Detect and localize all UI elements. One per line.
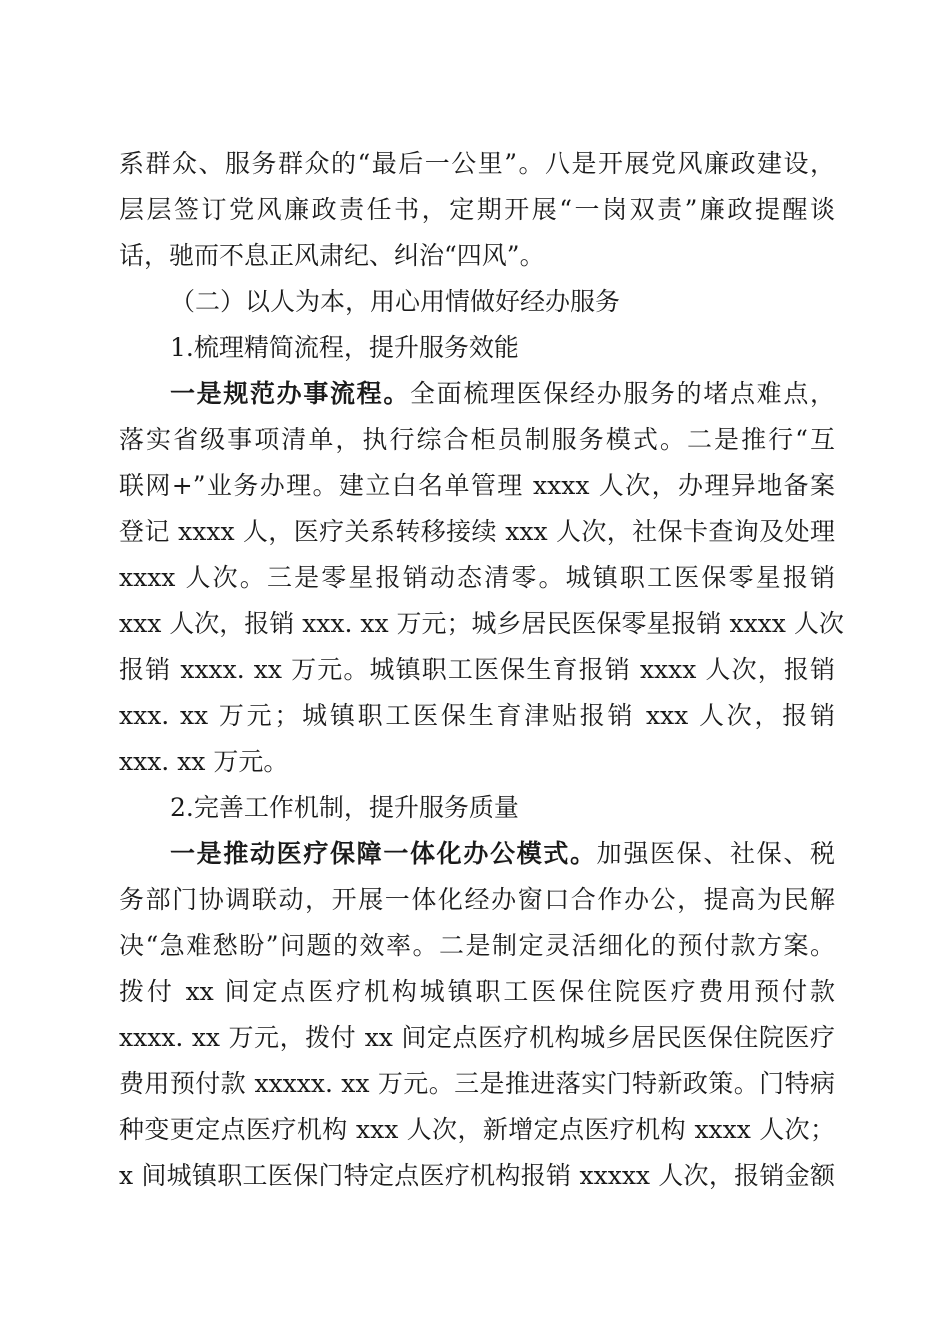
- paragraph-line: xxxx 人次。三是零星报销动态清零。城镇职工医保零星报销: [119, 563, 835, 592]
- paragraph-line: xxx. xx 万元。: [119, 747, 289, 776]
- paragraph-line: 层层签订党风廉政责任书，定期开展“一岗双责”廉政提醒谈: [119, 195, 835, 224]
- paragraph-line: 话，驰而不息正风肃纪、纠治“四风”。: [119, 241, 545, 270]
- paragraph-line: 决“急难愁盼”问题的效率。二是制定灵活细化的预付款方案。: [119, 931, 835, 960]
- paragraph-line: x 间城镇职工医保门特定点医疗机构报销 xxxxx 人次，报销金额: [119, 1161, 835, 1190]
- lead-phrase: 一是规范办事流程。: [170, 379, 410, 408]
- paragraph-line: xxx 人次，报销 xxx. xx 万元；城乡居民医保零星报销 xxxx 人次: [119, 609, 844, 638]
- paragraph-line: xxxx. xx 万元，拨付 xx 间定点医疗机构城乡居民医保住院医疗: [119, 1023, 835, 1052]
- paragraph-line: 务部门协调联动，开展一体化经办窗口合作办公，提高为民解: [119, 885, 835, 914]
- document-body: [119, 141, 844, 1199]
- paragraph-line: 登记 xxxx 人，医疗关系转移接续 xxx 人次，社保卡查询及处理: [119, 517, 835, 546]
- subsection-heading: 1.梳理精简流程，提升服务效能: [170, 333, 519, 362]
- paragraph-line: 联网+”业务办理。建立白名单管理 xxxx 人次，办理异地备案: [119, 471, 835, 500]
- paragraph-line: 费用预付款 xxxxx. xx 万元。三是推进落实门特新政策。门特病: [119, 1069, 835, 1098]
- lead-phrase: 一是推动医疗保障一体化办公模式。: [170, 839, 597, 868]
- paragraph-line: xxx. xx 万元；城镇职工医保生育津贴报销 xxx 人次，报销: [119, 701, 835, 730]
- paragraph-line: 落实省级事项清单，执行综合柜员制服务模式。二是推行“互: [119, 425, 835, 454]
- paragraph-line: 报销 xxxx. xx 万元。城镇职工医保生育报销 xxxx 人次，报销: [119, 655, 835, 684]
- paragraph-line: 拨付 xx 间定点医疗机构城镇职工医保住院医疗费用预付款: [119, 977, 835, 1006]
- paragraph-line: [119, 831, 835, 877]
- paragraph-line: 种变更定点医疗机构 xxx 人次，新增定点医疗机构 xxxx 人次；: [119, 1115, 835, 1144]
- section-heading: （二）以人为本，用心用情做好经办服务: [170, 287, 621, 316]
- paragraph-line: [119, 371, 835, 417]
- line-text: 全面梳理医保经办服务的堵点难点，: [410, 379, 835, 408]
- subsection-heading: 2.完善工作机制，提升服务质量: [170, 793, 519, 822]
- line-text: 加强医保、社保、税: [596, 839, 835, 868]
- paragraph-line: 系群众、服务群众的“最后一公里”。八是开展党风廉政建设，: [119, 149, 835, 178]
